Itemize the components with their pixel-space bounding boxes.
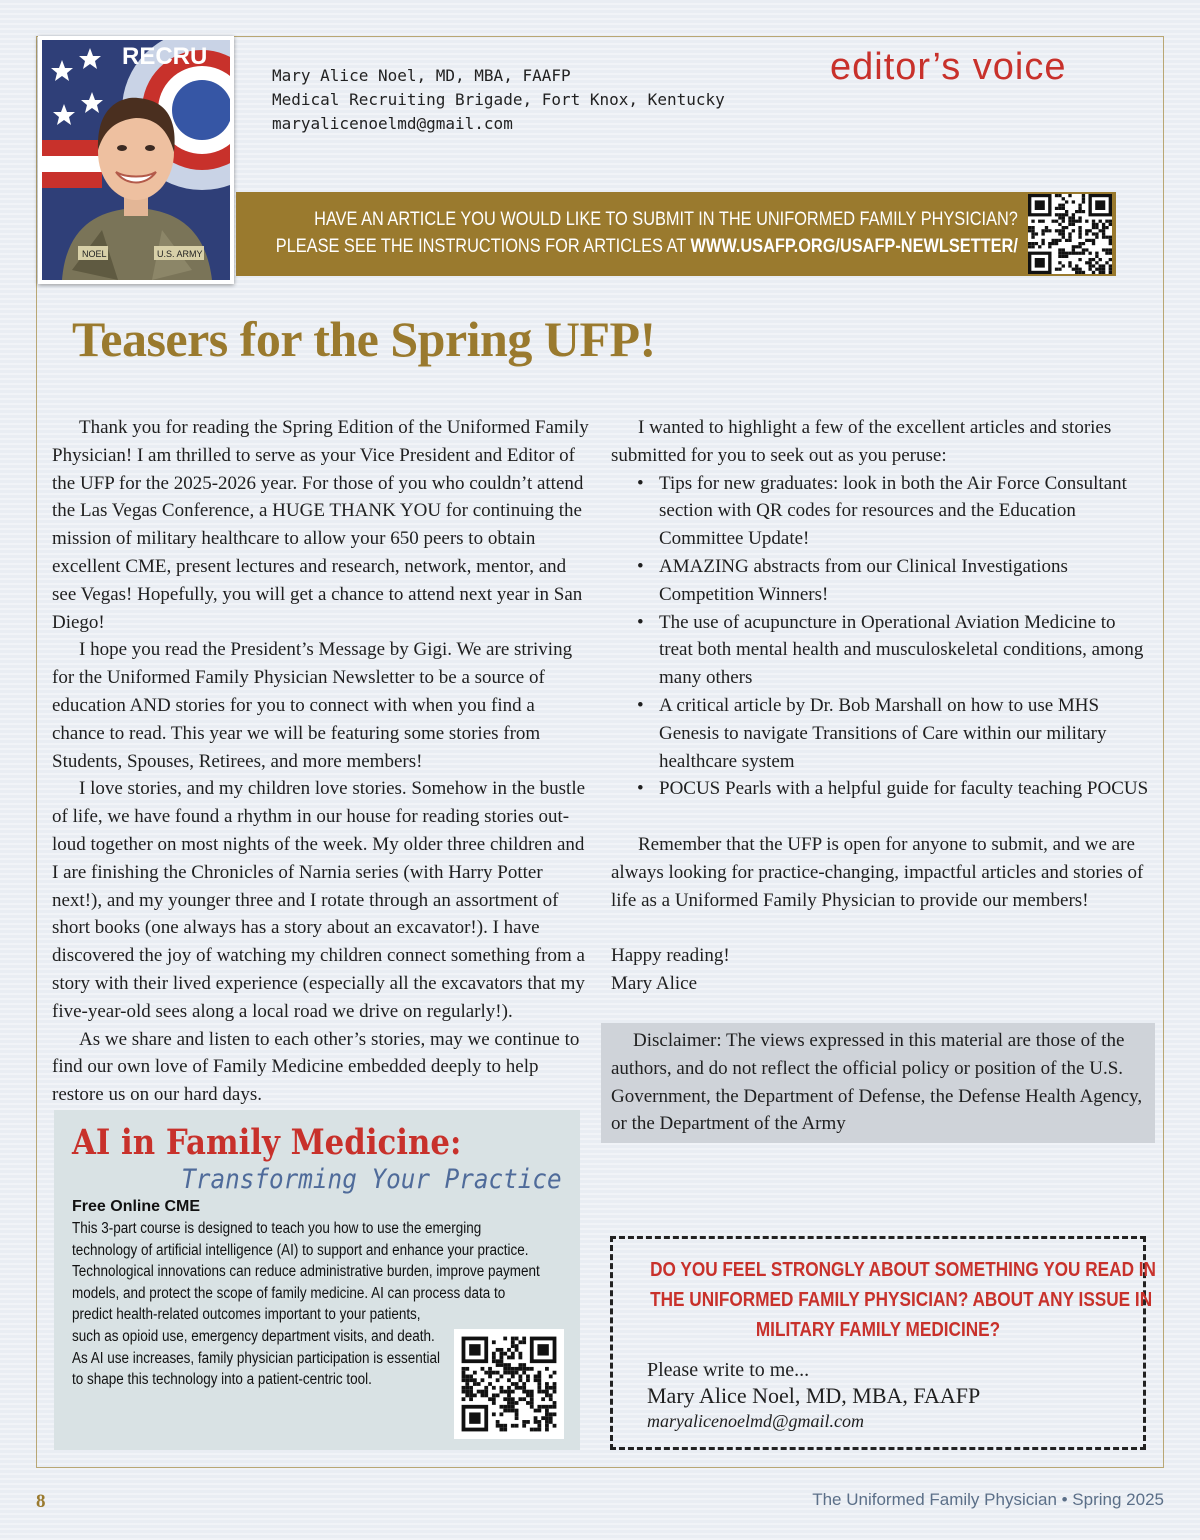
author-email[interactable]: maryalicenoelmd@gmail.com bbox=[272, 114, 513, 133]
article-intro: I wanted to highlight a few of the excellent articles and stories submitted for you to seek out as you peruse: bbox=[611, 417, 1112, 466]
article-paragraph: I hope you read the President’s Message by Gigi. We are striving for the Uniformed Family Physician Newsletter to be a source of education AND stories for you to connect with when you find a chance to read. This year we will be featuring some stories from Students, Spouses, Retirees, and more members! bbox=[52, 639, 573, 772]
banner-qr-code-icon[interactable] bbox=[1028, 194, 1112, 274]
photo-nametape: NOEL bbox=[82, 249, 107, 259]
author-info bbox=[272, 64, 725, 136]
signoff-name: Mary Alice bbox=[611, 972, 698, 994]
author-name: Mary Alice Noel, MD, MBA, FAAFP bbox=[272, 66, 571, 85]
ai-ad-cme-label: Free Online CME bbox=[72, 1198, 201, 1215]
highlights-list bbox=[611, 470, 1151, 804]
banner-line-1: HAVE AN ARTICLE YOU WOULD LIKE TO SUBMIT IN THE UNIFORMED FAMILY PHYSICIAN? bbox=[314, 209, 1018, 230]
ai-ad-title: AI in Family Medicine: bbox=[72, 1122, 462, 1163]
write-in-prompt: Please write to me... bbox=[647, 1359, 810, 1381]
list-item: • The use of acupuncture in Operational Aviation Medicine to treat both mental health and musculoskeletal conditions, among many others bbox=[611, 609, 1151, 692]
submission-banner bbox=[236, 192, 1116, 276]
banner-line-2 bbox=[276, 233, 1018, 260]
list-item: • A critical article by Dr. Bob Marshall on how to use MHS Genesis to navigate Transitions of Care within our military healthcare system bbox=[611, 692, 1151, 775]
write-in-email[interactable]: maryalicenoelmd@gmail.com bbox=[647, 1411, 865, 1431]
ai-ad-subtitle: Transforming Your Practice bbox=[181, 1164, 562, 1195]
list-item: • POCUS Pearls with a helpful guide for faculty teaching POCUS bbox=[611, 775, 1151, 803]
write-in-question-line: MILITARY FAMILY MEDICINE? bbox=[755, 1319, 1001, 1341]
spacer bbox=[611, 914, 1151, 942]
list-item: • AMAZING abstracts from our Clinical Investigations Competition Winners! bbox=[611, 553, 1151, 609]
photo-patch-text: RECRU bbox=[122, 43, 208, 70]
ai-ad-body-line: technology of artificial intelligence (AI) to support and enhance your practice. bbox=[72, 1241, 529, 1259]
disclaimer-box bbox=[601, 1023, 1155, 1143]
spacer bbox=[611, 803, 1151, 831]
write-in-question bbox=[650, 1255, 1156, 1345]
list-item: • Tips for new graduates: look in both the Air Force Consultant section with QR codes for resources and the Education Committee Update! bbox=[611, 470, 1151, 553]
article-paragraph: I love stories, and my children love stories. Somehow in the bustle of life, we have found a rhythm in our house for reading stories out-loud together on most nights of the week. My older three children and I are finishing the Chronicles of Narnia series (with Harry Potter next!), and my younger three and I rotate through an assortment of short books (one always has a story about an excavator!). I have discovered the joy of watching my children connect something from a story with their lived experience (especially all the excavators that my five-year-old sees along a local road we drive on regularly!). bbox=[52, 778, 586, 1022]
ai-ad-body-line: such as opioid use, emergency department visits, and death. bbox=[72, 1327, 435, 1345]
ai-ad-body-line: Technological innovations can reduce administrative burden, improve payment bbox=[72, 1263, 540, 1281]
article-paragraph: Thank you for reading the Spring Edition of the Uniformed Family Physician! I am thrilled to serve as your Vice President and Editor of the UFP for the 2025-2026 year. For those of you who couldn’t attend the Las Vegas Conference, a HUGE THANK YOU for continuing the mission of military healthcare to allow your 650 peers to obtain excellent CME, present lectures and research, network, mentor, and see Vegas! Hopefully, you will get a chance to attend next year in San Diego! bbox=[52, 417, 589, 633]
ai-cme-ad bbox=[54, 1110, 580, 1450]
author-unit: Medical Recruiting Brigade, Fort Knox, Kentucky bbox=[272, 90, 725, 109]
ai-ad-body-line: predict health-related outcomes important to your patients, bbox=[72, 1306, 421, 1324]
write-in-question-line: THE UNIFORMED FAMILY PHYSICIAN? ABOUT ANY ISSUE IN bbox=[650, 1289, 1153, 1311]
article-paragraph: As we share and listen to each other’s stories, may we continue to find our own love of Family Medicine embedded deeply to help restore us on our hard days. bbox=[52, 1028, 580, 1106]
photo-army-tape: U.S. ARMY bbox=[157, 249, 203, 259]
banner-text bbox=[276, 206, 1018, 260]
ai-ad-qr-code-icon[interactable] bbox=[454, 1329, 564, 1439]
publication-footer: The Uniformed Family Physician • Spring 2025 bbox=[812, 1490, 1164, 1509]
article-closing: Remember that the UFP is open for anyone to submit, and we are always looking for practice-changing, impactful articles and stories of life as a Uniformed Family Physician to provide our members! bbox=[611, 833, 1144, 911]
author-photo bbox=[38, 36, 234, 284]
signoff-greeting: Happy reading! bbox=[611, 945, 730, 967]
article-left-column bbox=[52, 414, 592, 1109]
page-number: 8 bbox=[36, 1491, 46, 1512]
article-title: Teasers for the Spring UFP! bbox=[72, 311, 656, 367]
disclaimer-text: Disclaimer: The views expressed in this material are those of the authors, and do not reflect the official policy or position of the U.S. Government, the Department of Defense, the Defense Health Agency, or the Department of the Army bbox=[611, 1030, 1143, 1135]
section-label: editor’s voice bbox=[830, 46, 1067, 88]
write-to-editor-box bbox=[610, 1236, 1156, 1450]
ai-ad-body-line: As AI use increases, family physician participation is essential bbox=[72, 1349, 441, 1367]
article-right-column bbox=[611, 414, 1151, 998]
write-in-question-line: DO YOU FEEL STRONGLY ABOUT SOMETHING YOU READ IN bbox=[650, 1259, 1156, 1281]
ai-ad-body-line: This 3-part course is designed to teach you how to use the emerging bbox=[72, 1220, 482, 1237]
ai-ad-body-line: models, and protect the scope of family medicine. AI can process data to bbox=[72, 1284, 506, 1302]
ai-ad-body-line: to shape this technology into a patient-centric tool. bbox=[72, 1371, 372, 1389]
write-in-name: Mary Alice Noel, MD, MBA, FAAFP bbox=[647, 1383, 981, 1408]
banner-url-link[interactable]: WWW.USAFP.ORG/USAFP-NEWLSETTER/ bbox=[690, 236, 1018, 257]
banner-line-2-prefix: PLEASE SEE THE INSTRUCTIONS FOR ARTICLES AT bbox=[275, 236, 691, 257]
